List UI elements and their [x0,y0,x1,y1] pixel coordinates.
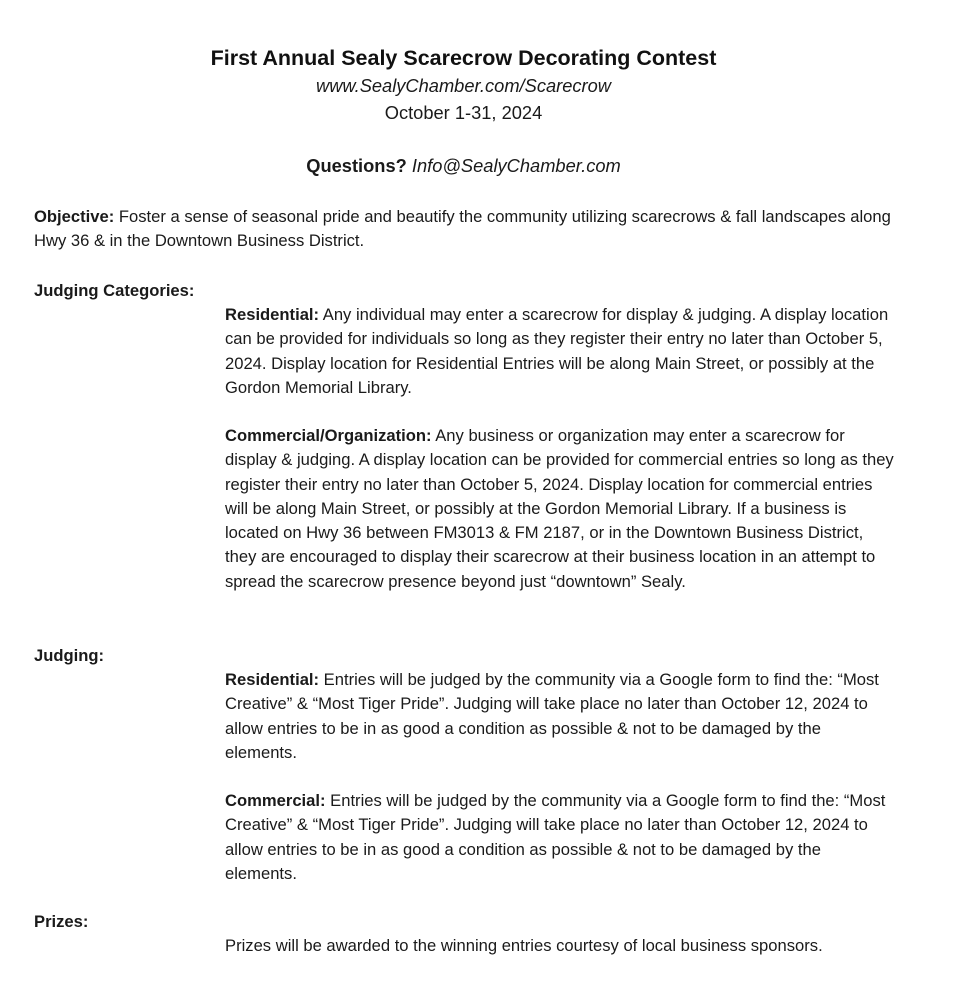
judging-residential-text: Entries will be judged by the community via a Google form to find the: “Most Creative” & “Most Tiger Pride”. Judging will take place no later than October 12, 2024 to allow entries to be in as good a condition as possible & not to be damaged by the elements. [225,670,879,762]
objective-paragraph [34,205,894,254]
category-commercial-paragraph [225,424,897,594]
questions-line [0,152,927,179]
judging-commercial-paragraph [225,789,897,886]
judging-categories-heading: Judging Categories: [34,281,195,300]
category-residential-paragraph [225,303,897,400]
document-title: First Annual Sealy Scarecrow Decorating Contest [210,46,717,70]
questions-label: Questions? [306,155,407,176]
judging-commercial-text: Entries will be judged by the community via a Google form to find the: “Most Creative” & “Most Tiger Pride”. Judging will take place no later than October 12, 2024 to allow entries to be in as good a condition as possible & not to be damaged by the elements. [225,791,886,883]
category-commercial-text: Any business or organization may enter a scarecrow for display & judging. A display location can be provided for commercial entries so long as they register their entry no later than October 5, 2024. Display location for commercial entries will be along Main Street, or possibly at the Gordon Memorial Library. If a business is located on Hwy 36 between FM3013 & FM 2187, or in the Downtown Business District, they are encouraged to display their scarecrow at their business location in an attempt to spread the scarecrow presence beyond just “downtown” Sealy. [225,426,894,591]
website-link[interactable]: www.SealyChamber.com/Scarecrow [316,75,611,96]
document-header [0,44,927,179]
objective-text: Foster a sense of seasonal pride and beautify the community utilizing scarecrows & fall landscapes along Hwy 36 & in the Downtown Business District. [34,207,891,251]
category-residential-text: Any individual may enter a scarecrow for display & judging. A display location can be provided for individuals so long as they register their entry no later than October 5, 2024. Display location for Residential Entries will be along Main Street, or possibly at the Gordon Memorial Library. [225,305,889,397]
judging-residential-paragraph [225,668,897,765]
objective-label: Objective: [34,207,115,226]
judging-residential-label: Residential: [225,670,320,689]
category-residential-label: Residential: [225,305,320,324]
prizes-paragraph: Prizes will be awarded to the winning entries courtesy of local business sponsors. [225,936,823,955]
contest-dates: October 1-31, 2024 [384,102,543,123]
prizes-heading: Prizes: [34,912,89,931]
category-commercial-label: Commercial/Organization: [225,426,432,445]
judging-heading: Judging: [34,646,105,665]
judging-commercial-label: Commercial: [225,791,326,810]
contact-email[interactable]: Info@SealyChamber.com [411,155,621,176]
